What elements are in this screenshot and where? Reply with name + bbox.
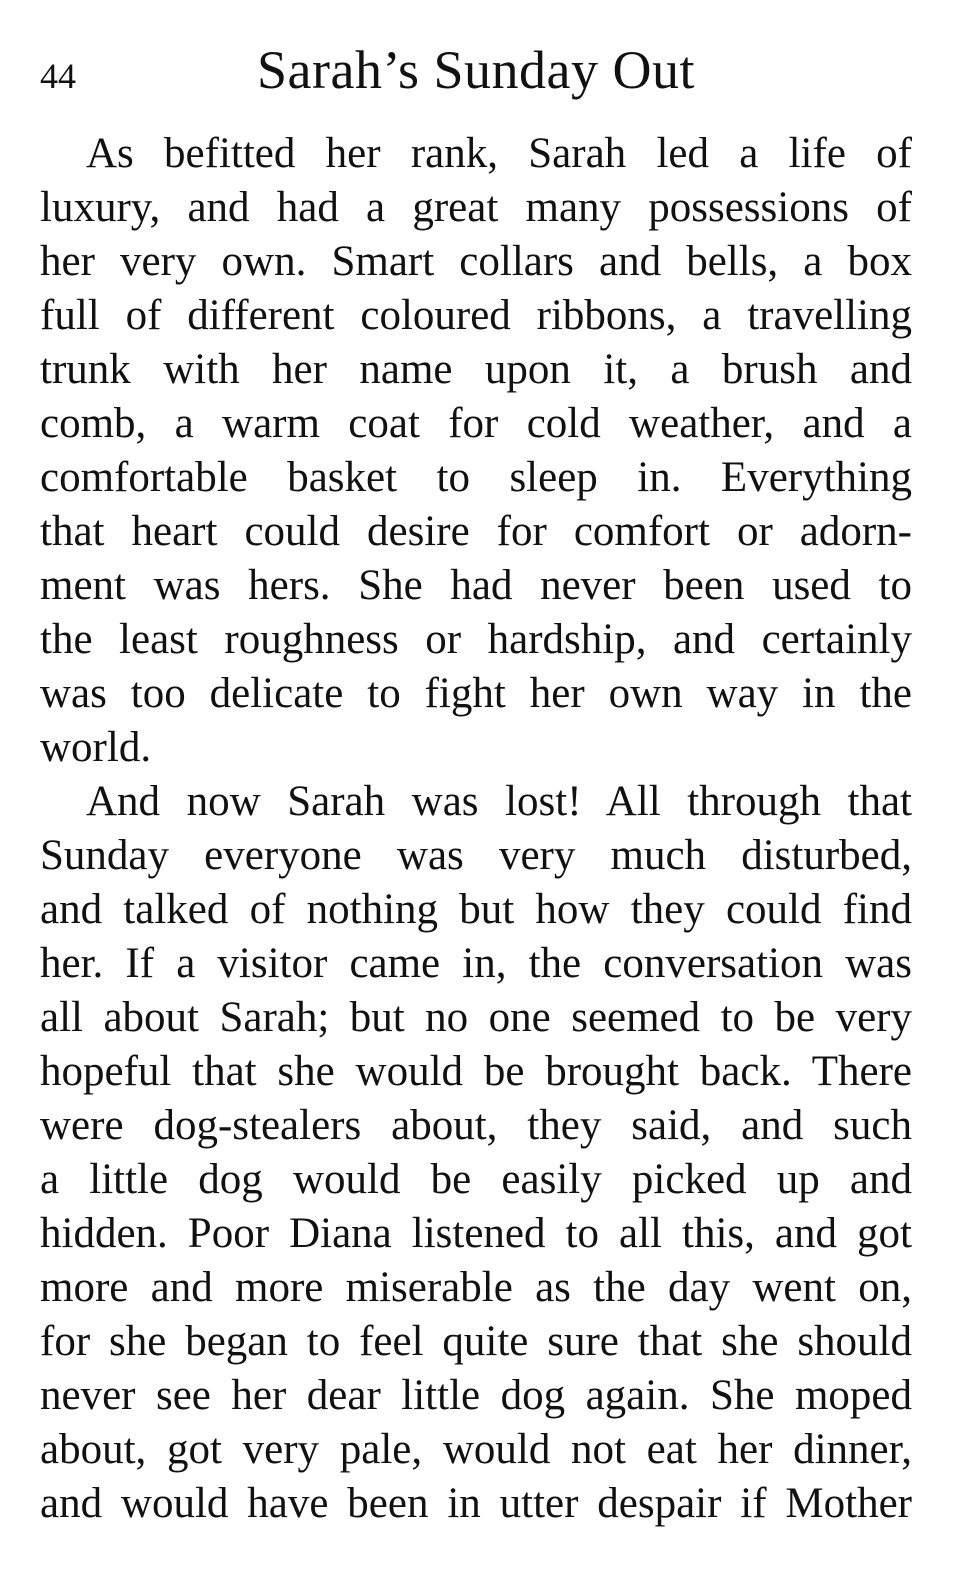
text-line: for she began to feel quite sure that she should xyxy=(40,1318,912,1365)
text-line: world. xyxy=(40,724,152,771)
text-line: the least roughness or hardship, and certainly xyxy=(40,616,912,663)
text-line: a little dog would be easily picked up and xyxy=(40,1156,912,1203)
text-line: and would have been in utter despair if Mother xyxy=(40,1480,912,1527)
text-line: never see her dear little dog again. She moped xyxy=(40,1372,912,1419)
text-line: Sunday everyone was very much disturbed, xyxy=(40,832,912,879)
paragraph-1 xyxy=(40,127,912,775)
text-line: As befitted her rank, Sarah led a life of xyxy=(86,130,912,177)
text-line: her very own. Smart collars and bells, a box xyxy=(40,238,912,285)
page-number: 44 xyxy=(40,56,76,96)
text-line: luxury, and had a great many possessions of xyxy=(40,184,912,231)
text-line: trunk with her name upon it, a brush and xyxy=(40,346,912,393)
page-header xyxy=(40,38,912,108)
text-line: hidden. Poor Diana listened to all this, and got xyxy=(40,1210,912,1257)
paragraph-2 xyxy=(40,775,912,1531)
text-line: were dog-stealers about, they said, and such xyxy=(40,1102,912,1149)
text-line: about, got very pale, would not eat her dinner, xyxy=(40,1426,912,1473)
text-line: that heart could desire for comfort or adorn- xyxy=(40,508,912,555)
text-line: her. If a visitor came in, the conversation was xyxy=(40,940,912,987)
text-line: more and more miserable as the day went on, xyxy=(40,1264,912,1311)
text-line: hopeful that she would be brought back. There xyxy=(40,1048,912,1095)
text-line: full of different coloured ribbons, a travelling xyxy=(40,292,912,339)
text-line: ment was hers. She had never been used to xyxy=(40,562,912,609)
body-text xyxy=(40,127,912,1531)
text-line: And now Sarah was lost! All through that xyxy=(86,778,912,825)
running-title: Sarah’s Sunday Out xyxy=(257,40,695,100)
text-line: comfortable basket to sleep in. Everything xyxy=(40,454,912,501)
text-line: comb, a warm coat for cold weather, and a xyxy=(40,400,912,447)
text-line: and talked of nothing but how they could find xyxy=(40,886,912,933)
text-line: all about Sarah; but no one seemed to be very xyxy=(40,994,912,1041)
text-line: was too delicate to fight her own way in the xyxy=(40,670,912,717)
